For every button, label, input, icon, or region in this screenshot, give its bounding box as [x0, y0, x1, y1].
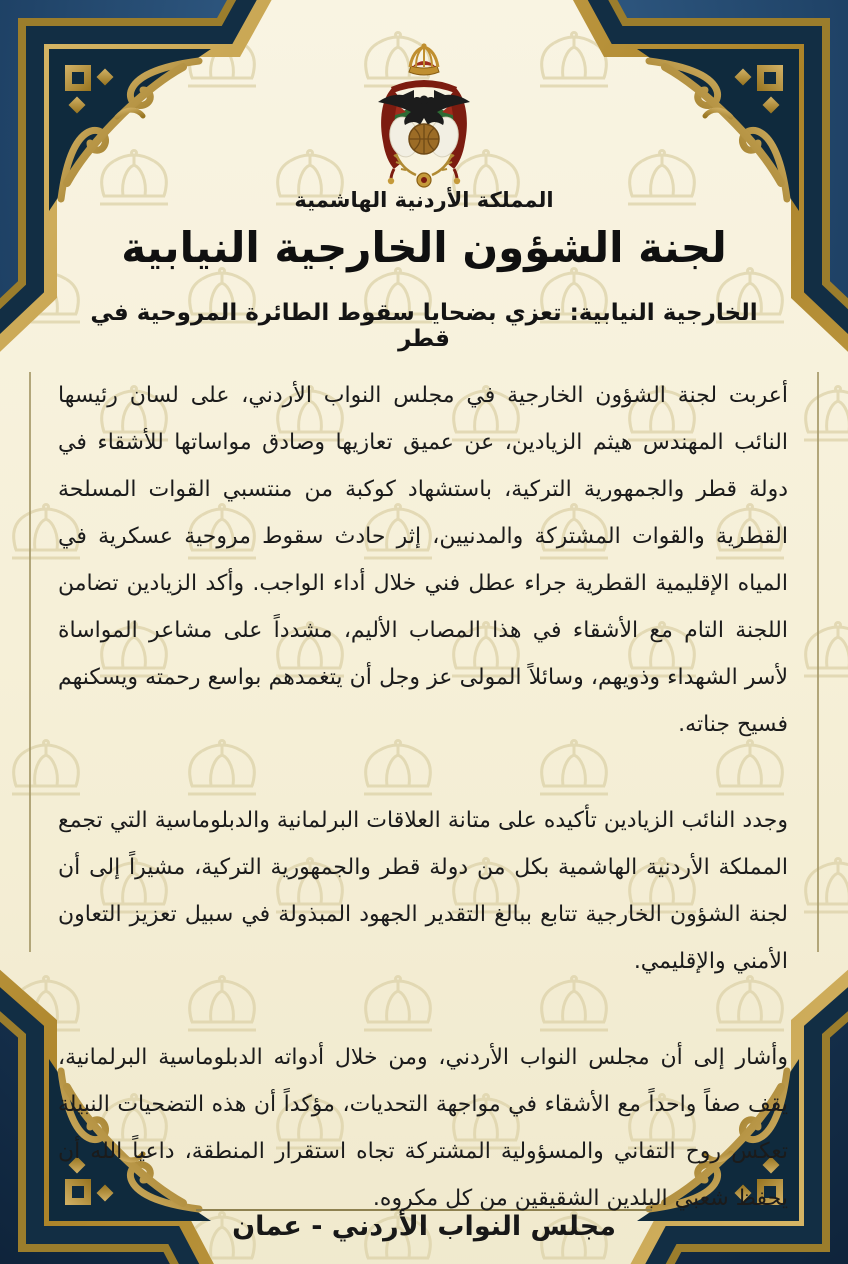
globe-icon — [409, 124, 439, 154]
kingdom-title: المملكة الأردنية الهاشمية — [294, 188, 554, 212]
wreath-medal — [394, 154, 454, 187]
statement-headline: الخارجية النيابية: تعزي بضحايا سقوط الطائرة المروحية في قطر — [90, 300, 758, 352]
mantle-bar — [391, 80, 457, 93]
statement-paragraph: أعربت لجنة الشؤون الخارجية في مجلس النواب الأردني، على لسان رئيسها النائب المهندس هيثم الزيادين، عن عميق تعازيها وصادق مواساتها للأشقاء في دولة قطر والجمهورية التركية، باستشهاد كوكبة من منتسبي القوات المسلحة القطرية والقوات المشتركة والمدنيين، إثر حادث سقوط مروحية عسكرية في المياه الإقليمية القطرية جراء عطل فني خلال أداء الواجب. وأكد الزيادين تضامن اللجنة التام مع الأشقاء في هذا المصاب الأليم، مشدداً على مشاعر المواساة لأسر الشهداء وذويهم، وسائلاً المولى عز وجل أن يتغمدهم بواسع رحمته ويسكنهم فسيح جناته. — [58, 383, 788, 737]
committee-title: لجنة الشؤون الخارجية النيابية — [121, 223, 727, 272]
royal-crown-icon — [409, 43, 439, 75]
statement-paragraph: وجدد النائب الزيادين تأكيده على متانة العلاقات البرلمانية والدبلوماسية التي تجمع المملكة الأردنية الهاشمية بكل من دولة قطر والجمهورية التركية، مشيراً إلى أن لجنة الشؤون الخارجية تتابع ببالغ التقدير الجهود المبذولة في سبيل تعزيز التعاون الأمني والإقليمي. — [58, 808, 788, 974]
footer-title: مجلس النواب الأردني - عمان — [232, 1211, 616, 1242]
statement-body — [58, 372, 788, 1264]
statement-paragraph: وأشار إلى أن مجلس النواب الأردني، ومن خلال أدواته الدبلوماسية البرلمانية، يقف صفاً واحداً مع الأشقاء في مواجهة التحديات، مؤكداً أن هذه التضحيات النبيلة تعكس روح التفاني والمسؤولية المشتركة تجاه استقرار المنطقة، داعياً الله أن يحفظ شعبي البلدين الشقيقين من كل مكروه. — [58, 1045, 788, 1211]
jordan-coat-of-arms-icon — [354, 42, 494, 194]
